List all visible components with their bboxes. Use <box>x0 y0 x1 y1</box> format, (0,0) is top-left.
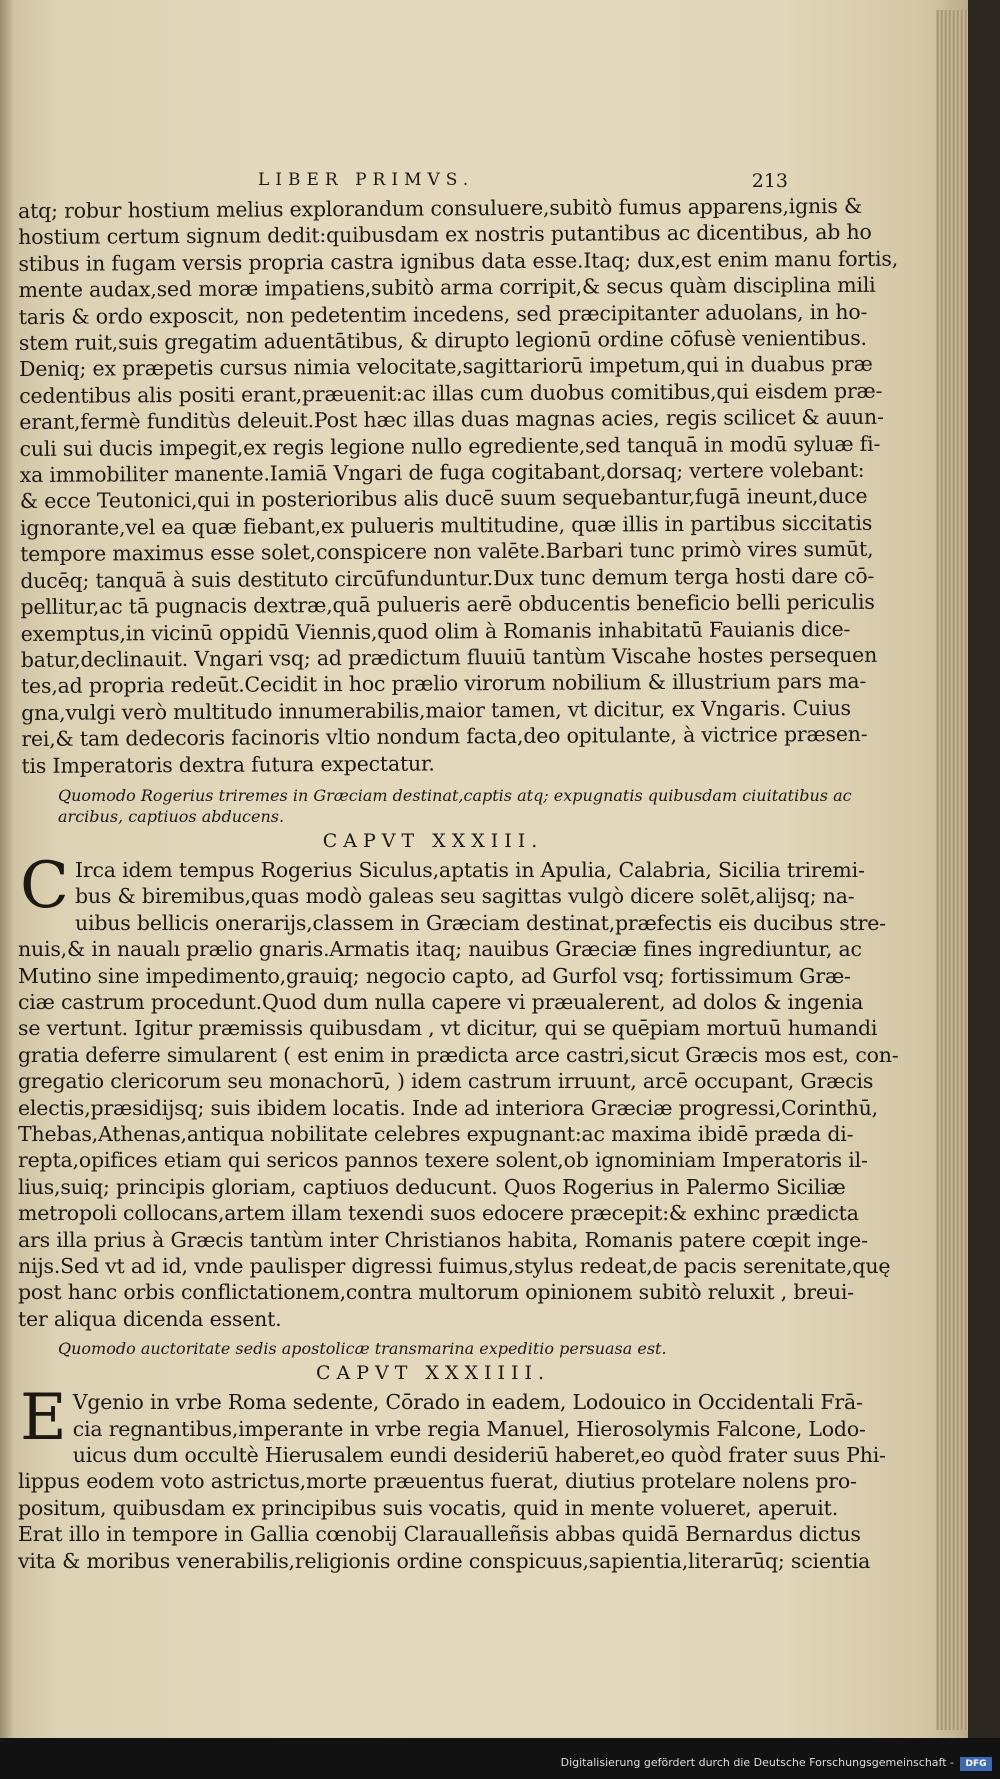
text-line: vita & moribus venerabilis,religionis ordine conspicuus,sapientia,literarūq; scientia <box>18 1548 871 1573</box>
drop-capital: C <box>20 848 69 923</box>
text-line: nuis,& in naualı prælio gnaris.Armatis itaq; nauibus Græciæ fines ingrediuntur, ac <box>18 937 862 962</box>
chapter-summary-line: arcibus, captiuos abducens. <box>58 806 285 826</box>
page-text-block <box>18 170 899 1574</box>
chapter-summary-line: Quomodo Rogerius triremes in Græciam destinat,captis atq; expugnatis quibusdam ciuitatibus ac <box>58 785 852 805</box>
text-line: Vgenio in vrbe Roma sedente, Cōrado in eadem, Lodouico in Occidentali Frā- <box>72 1390 863 1415</box>
text-line: gna,vulgi verò multitudo innumerabilis,maior tamen, vt dicitur, ex Vngaris. Cuius <box>21 695 851 725</box>
text-line: & ecce Teutonici,qui in posterioribus alis ducē suum sequebantur,fugā ineunt,duce <box>19 484 868 514</box>
footer-bar <box>0 1738 1000 1779</box>
funding-notice: Digitalisierung gefördert durch die Deutsche Forschungsgemeinschaft - <box>560 1756 954 1769</box>
chapter-33 <box>18 785 899 1332</box>
chapter-heading: CAPVT XXXIII. <box>322 829 544 852</box>
text-line: ducēq; tanquā à suis destituto circūfunduntur.Dux tunc demum terga hosti dare cō- <box>20 563 875 593</box>
text-line: Irca idem tempus Rogerius Siculus,aptatis in Apulia, Calabria, Sicilia triremi- <box>74 857 865 882</box>
page-edges <box>936 10 968 1730</box>
text-line: post hanc orbis conflictationem,contra multorum opinionem subitò reluxit , breui- <box>18 1280 854 1305</box>
text-line: positum, quibusdam ex principibus suis vocatis, quid in mente volueret, aperuit. <box>18 1495 839 1520</box>
text-line: stem ruit,suis gregatim aduentātibus, & dirupto legionū ordine cōfusè venientibus. <box>18 325 867 356</box>
text-line: tempore maximus esse solet,conspicere non valēte.Barbari tunc primò vires sumūt, <box>20 537 874 567</box>
text-line: batur,declinauit. Vngari vsq; ad prædictum fluuiū tantùm Viscahe hostes persequen <box>20 642 878 672</box>
text-line: bus & biremibus,quas modò galeas seu sagittas vulgò dicere solēt,alijsq; na- <box>74 884 855 909</box>
text-line: atq; robur hostium melius explorandum consuluere,subitò fumus apparens,ignis & <box>18 193 863 223</box>
text-line: ignorante,vel ea quæ fiebant,ex pulueris multitudine, quæ illis in partibus siccitatis <box>19 510 873 540</box>
text-line: pellitur,ac tā pugnacis dextræ,quā pulueris aerē obducentis beneficio belli periculis <box>20 589 875 620</box>
chapter-summary-line: Quomodo auctoritate sedis apostolicæ transmarina expeditio persuasa est. <box>58 1339 667 1359</box>
text-line: xa immobiliter manente.Iamiā Vngari de fuga cogitabant,dorsaq; vertere volebant: <box>19 457 865 488</box>
text-line: stibus in fugam versis propria castra ignibus data esse.Itaq; dux,est enim manu fortis, <box>18 246 899 276</box>
text-line: Deniq; ex præpetis cursus nimia velocitate,sagittariorū impetum,qui in duabus præ <box>18 352 873 382</box>
text-line: taris & ordo exposcit, non pedetentim incedens, sed præcipitanter aduolans, in ho- <box>18 299 868 329</box>
text-line: rei,& tam dedecoris facinoris vltio nondum facta,deo opitulante, à victrice præsen- <box>21 721 868 752</box>
text-line: mente audax,sed moræ impatiens,subitò arma corripit,& secus quàm disciplina mili <box>18 272 876 303</box>
text-line: nijs.Sed vt ad id, vnde paulisper digressi fuimus,stylus redeat,de pacis serenitate,quę <box>18 1254 891 1279</box>
chapter-heading: CAPVT XXXIIII. <box>315 1362 551 1385</box>
text-line: ter aliqua dicenda essent. <box>18 1306 282 1331</box>
text-line: electis,præsidijsq; suis ibidem locatis. Inde ad interiora Græciæ progressi,Corinthū, <box>18 1095 878 1120</box>
text-line: tes,ad propria redeūt.Cecidit in hoc prælio virorum nobilium & illustrium pars ma- <box>20 669 867 699</box>
dfg-logo: DFG <box>960 1757 992 1771</box>
running-head <box>18 170 788 196</box>
text-line: gratia deferre simularent ( est enim in prædicta arce castri,sicut Græcis mos est, con- <box>18 1042 899 1067</box>
gutter-shadow <box>0 0 14 1738</box>
text-line: metropoli collocans,artem illam texendi suos edocere præcepit:& exhinc prædicta <box>18 1201 859 1226</box>
text-line: cedentibus alis positi erant,præuenit:ac illas cum duobus comitibus,qui eisdem præ- <box>19 378 883 408</box>
text-line: se vertunt. Igitur præmissis quibusdam , vt dicitur, qui se quēpiam mortuū humandi <box>18 1016 878 1041</box>
text-line: tis Imperatoris dextra futura expectatur. <box>21 750 435 778</box>
text-line: Erat illo in tempore in Gallia cœnobij Claraualleñsis abbas quidā Bernardus dictus <box>18 1522 861 1547</box>
text-line: Thebas,Athenas,antiqua nobilitate celebres expugnant:ac maxima ibidē præda di- <box>18 1122 854 1146</box>
paragraph-continuation <box>18 193 899 779</box>
text-line: culi sui ducis impegit,ex regis legione nullo egrediente,sed tanquā in modū syluæ fi- <box>19 431 881 461</box>
text-line: exemptus,in vicinū oppidū Viennis,quod olim à Romanis inhabitatū Fauianis dice- <box>20 616 851 646</box>
text-line: hostium certum signum dedit:quibusdam ex nostris putantibus ac dicentibus, ab ho <box>18 220 872 250</box>
text-line: uibus bellicis onerarijs,classem in Græciam destinat,præfectis eis ducibus stre- <box>74 910 886 935</box>
text-line: cia regnantibus,imperante in vrbe regia Manuel, Hierosolymis Falcone, Lodo- <box>72 1416 866 1441</box>
text-line: repta,opifices etiam qui sericos pannos texere solent,ob ignominiam Imperatoris il- <box>18 1148 868 1173</box>
page-number: 213 <box>751 170 788 192</box>
text-line: lius,suiq; principis gloriam, captiuos deducunt. Quos Rogerius in Palermo Siciliæ <box>18 1174 846 1199</box>
text-line: ciæ castrum procedunt.Quod dum nulla capere vi præualerent, ad dolos & ingenia <box>18 989 864 1014</box>
text-line: ars illa prius à Græcis tantùm inter Christianos habita, Romanis patere cœpit inge- <box>18 1227 868 1252</box>
text-line: uicus dum occultè Hierusalem eundi desideriū haberet,eo quòd frater suus Phi- <box>72 1443 886 1468</box>
drop-capital: E <box>20 1381 67 1456</box>
running-title: LIBER PRIMVS. <box>258 170 475 190</box>
chapter-34 <box>18 1338 886 1574</box>
text-line: Mutino sine impedimento,grauiq; negocio capto, ad Gurfol vsq; fortissimum Græ- <box>18 963 851 988</box>
text-line: erant,fermè funditùs deleuit.Post hæc illas duas magnas acies, regis scilicet & auun- <box>19 404 884 435</box>
text-line: gregatio clericorum seu monachorū, ) idem castrum irruunt, arcē occupant, Græcis <box>18 1069 874 1094</box>
text-line: lippus eodem voto astrictus,morte præuentus fuerat, diutius protelare nolens pro- <box>18 1469 857 1494</box>
